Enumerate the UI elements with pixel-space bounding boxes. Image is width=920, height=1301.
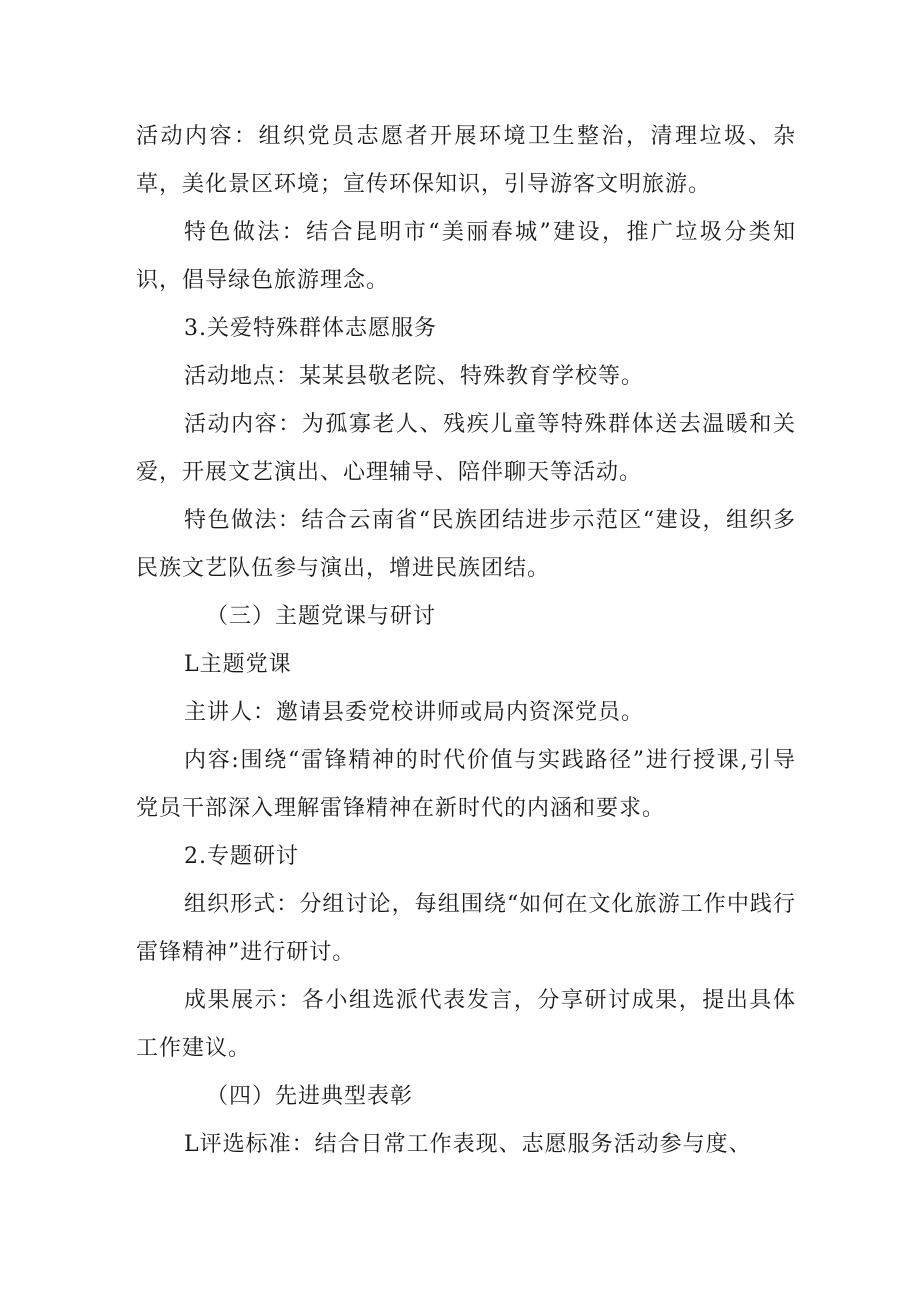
- subheading-care-special-groups: 3.关爱特殊群体志愿服务: [184, 316, 437, 341]
- paragraph-lecture-content: 内容:围绕“雷锋精神的时代价值与实践路径”进行授课,引导党员干部深入理解雷锋精神在新时代的内涵和要求。: [136, 748, 796, 821]
- paragraph-organization-form: 组织形式：分组讨论，每组围绕“如何在文化旅游工作中践行雷锋精神”进行研讨。: [136, 892, 796, 965]
- paragraph-lecturer: 主讲人：邀请县委党校讲师或局内资深党员。: [184, 700, 645, 725]
- paragraph-selection-criteria: L评选标准：结合日常工作表现、志愿服务活动参与度、: [184, 1132, 752, 1157]
- paragraph-activity-content-care: 活动内容：为孤寡老人、残疾儿童等特殊群体送去温暖和关爱，开展文艺演出、心理辅导、陪伴聊天等活动。: [136, 412, 796, 485]
- paragraph-activity-location: 活动地点：某某县敬老院、特殊教育学校等。: [184, 364, 645, 389]
- subheading-theme-lecture: L主题党课: [184, 652, 292, 677]
- subheading-special-discussion: 2.专题研讨: [184, 844, 299, 869]
- paragraph-feature-practice-ethnic: 特色做法：结合云南省“民族团结进步示范区“建设，组织多民族文艺队伍参与演出，增进民族团结。: [136, 508, 796, 581]
- heading-advanced-commendation: （四）先进典型表彰: [206, 1084, 414, 1109]
- paragraph-results-display: 成果展示：各小组选派代表发言，分享研讨成果，提出具体工作建议。: [136, 988, 796, 1061]
- heading-theme-lecture-discussion: （三）主题党课与研讨: [206, 604, 437, 629]
- document-body: [136, 113, 796, 1169]
- paragraph-feature-practice-green: 特色做法：结合昆明市“美丽春城”建设，推广垃圾分类知识，倡导绿色旅游理念。: [136, 220, 796, 293]
- paragraph-activity-content-environment: 活动内容：组织党员志愿者开展环境卫生整治，清理垃圾、杂草，美化景区环境；宣传环保知识，引导游客文明旅游。: [136, 124, 796, 197]
